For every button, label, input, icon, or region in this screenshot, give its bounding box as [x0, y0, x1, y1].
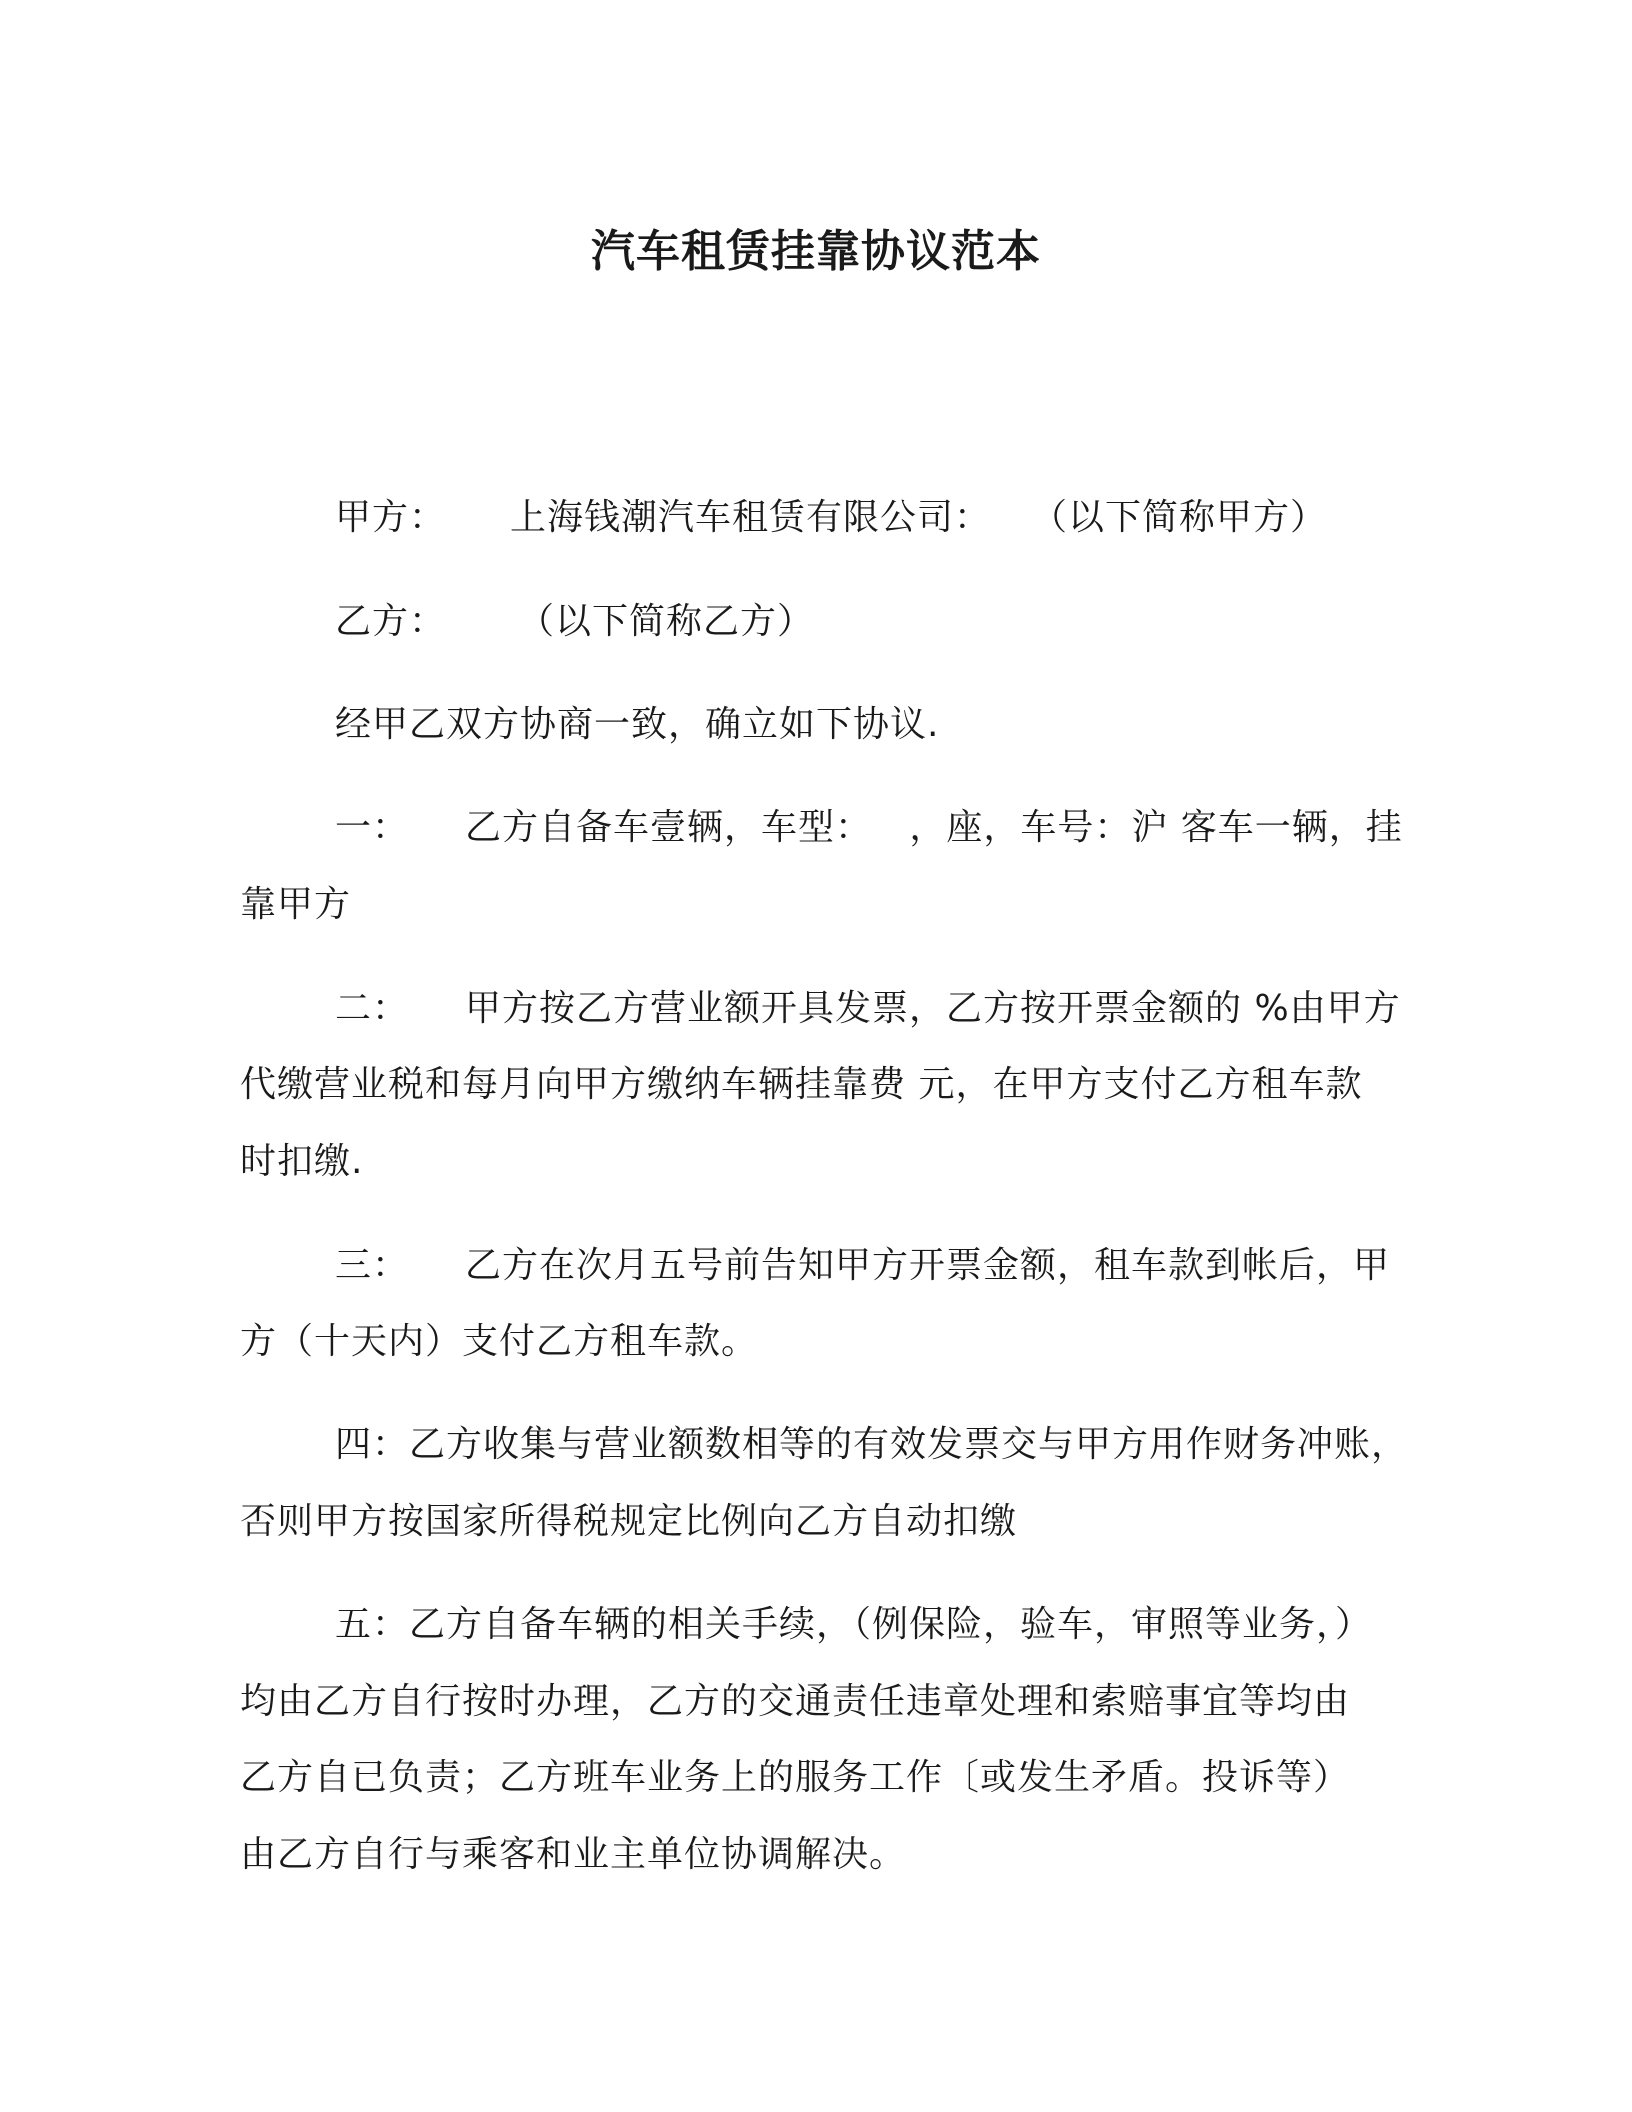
- party-a-line: [335, 493, 1327, 543]
- clause-1-number: 一：: [335, 807, 410, 848]
- clause-2-line-1: [335, 984, 1401, 1034]
- party-b-label: 乙方：: [335, 601, 447, 642]
- clause-2-line-2: 代缴营业税和每月向甲方缴纳车辆挂靠费 元，在甲方支付乙方租车款: [240, 1064, 1363, 1105]
- clause-2-text: 甲方按乙方营业额开具发票，乙方按开票金额的 %由甲方: [465, 988, 1401, 1029]
- clause-5-line-1: 五：乙方自备车辆的相关手续，（例保险，验车，审照等业务，）: [335, 1604, 1373, 1645]
- clause-3-number: 三：: [335, 1245, 410, 1286]
- clause-2-number: 二：: [335, 988, 410, 1029]
- intro-text: 经甲乙双方协商一致，确立如下协议.: [335, 704, 940, 745]
- clause-3-line-1: [335, 1241, 1390, 1291]
- party-a-value: 上海钱潮汽车租赁有限公司：: [510, 497, 992, 538]
- clause-2-line-3: 时扣缴.: [240, 1141, 364, 1182]
- clause-1-text: 乙方自备车壹辆，车型： ，座，车号：沪 客车一辆，挂: [465, 807, 1403, 848]
- party-b-line: [335, 597, 814, 647]
- document-title: 汽车租赁挂靠协议范本: [591, 226, 1041, 277]
- party-a-note: （以下简称甲方）: [1031, 497, 1328, 538]
- clause-1-line-2: 靠甲方: [240, 884, 352, 925]
- clause-5-line-3: 乙方自已负责；乙方班车业务上的服务工作〔或发生矛盾。投诉等）: [240, 1757, 1351, 1798]
- clause-1-line-1: [335, 803, 1403, 853]
- clause-3-text: 乙方在次月五号前告知甲方开票金额，租车款到帐后，甲: [465, 1245, 1391, 1286]
- clause-5-line-4: 由乙方自行与乘客和业主单位协调解决。: [240, 1834, 907, 1875]
- clause-4-line-1: 四：乙方收集与营业额数相等的有效发票交与甲方用作财务冲账，: [335, 1424, 1409, 1465]
- clause-5-line-2: 均由乙方自行按时办理，乙方的交通责任违章处理和索赔事宜等均由: [240, 1681, 1351, 1722]
- clause-3-line-2: 方（十天内）支付乙方租车款。: [240, 1321, 759, 1362]
- clause-4-line-2: 否则甲方按国家所得税规定比例向乙方自动扣缴: [240, 1501, 1018, 1542]
- party-b-note: （以下简称乙方）: [518, 601, 815, 642]
- party-a-label: 甲方：: [335, 497, 447, 538]
